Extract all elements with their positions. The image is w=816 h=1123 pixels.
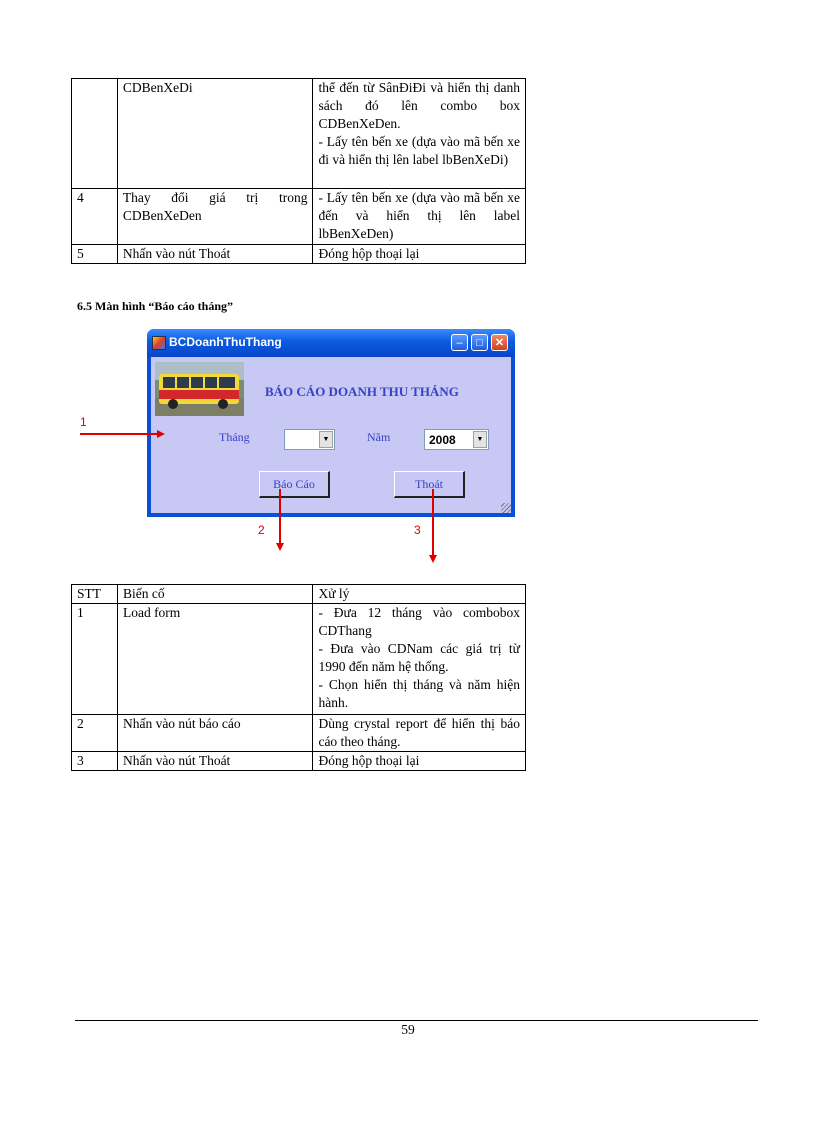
- table-row: [72, 752, 526, 771]
- action-line: - Chọn hiển thị tháng và năm hiện hành.: [318, 677, 520, 710]
- header-cell: Xử lý: [313, 585, 526, 604]
- action-line: Dùng crystal report để hiển thị báo cáo theo tháng.: [318, 716, 520, 749]
- event-cell: CDBenXeDi: [117, 79, 313, 189]
- action-cell: [313, 752, 526, 771]
- footer-divider: [75, 1020, 758, 1021]
- action-line: - Đưa vào CDNam các giá trị từ 1990 đến năm hệ thống.: [318, 641, 520, 674]
- table-header-row: [72, 585, 526, 604]
- header-cell: STT: [72, 585, 118, 604]
- header-cell: Biến cố: [117, 585, 313, 604]
- close-icon[interactable]: ✕: [491, 334, 508, 351]
- table-row: [72, 604, 526, 715]
- callout-label-2: 2: [258, 523, 265, 537]
- stt-cell: 1: [72, 604, 118, 715]
- window-title: BCDoanhThuThang: [169, 335, 282, 349]
- action-line: - Đưa 12 tháng vào combobox CDThang: [318, 605, 520, 638]
- action-line: - Lấy tên bến xe (dựa vào mã bến xe đến và hiển thị lên label lbBenXeDen): [318, 190, 520, 241]
- dropdown-arrow-icon[interactable]: ▼: [473, 431, 487, 448]
- event-cell: Nhấn vào nút báo cáo: [117, 715, 313, 752]
- callout-label-3: 3: [414, 523, 421, 537]
- callout-label-1: 1: [80, 415, 87, 429]
- action-line: Đóng hộp thoại lại: [318, 753, 420, 768]
- maximize-icon[interactable]: □: [471, 334, 488, 351]
- page-number: 59: [401, 1022, 415, 1037]
- year-value: 2008: [429, 433, 456, 447]
- stt-cell: 4: [72, 189, 118, 245]
- dropdown-arrow-icon[interactable]: ▼: [319, 431, 333, 448]
- table-row: [72, 715, 526, 752]
- action-line: Đóng hộp thoại lại: [318, 246, 420, 261]
- stt-cell: 3: [72, 752, 118, 771]
- action-line: - Lấy tên bến xe (dựa vào mã bến xe đi và hiển thị lên label lbBenXeDi): [318, 134, 520, 167]
- event-cell: Nhấn vào nút Thoát: [117, 245, 313, 264]
- year-label: Năm: [367, 430, 391, 444]
- event-cell: Nhấn vào nút Thoát: [117, 752, 313, 771]
- report-button[interactable]: Báo Cáo: [259, 471, 330, 498]
- action-line: thể đến từ SânĐiĐi và hiển thị danh sách đó lên combo box CDBenXeDen.: [318, 80, 520, 131]
- stt-cell: 2: [72, 715, 118, 752]
- stt-cell: 5: [72, 245, 118, 264]
- minimize-icon[interactable]: ‒: [451, 334, 468, 351]
- exit-button[interactable]: Thoát: [394, 471, 465, 498]
- event-cell: Thay đổi giá trị trong CDBenXeDen: [117, 189, 313, 245]
- section-heading: 6.5 Màn hình “Báo cáo tháng”: [77, 299, 234, 313]
- action-cell: [313, 604, 526, 715]
- month-label: Tháng: [219, 430, 250, 444]
- event-table: [71, 584, 526, 771]
- report-title: BÁO CÁO DOANH THU THÁNG: [265, 384, 459, 399]
- action-cell: [313, 715, 526, 752]
- event-cell: Load form: [117, 604, 313, 715]
